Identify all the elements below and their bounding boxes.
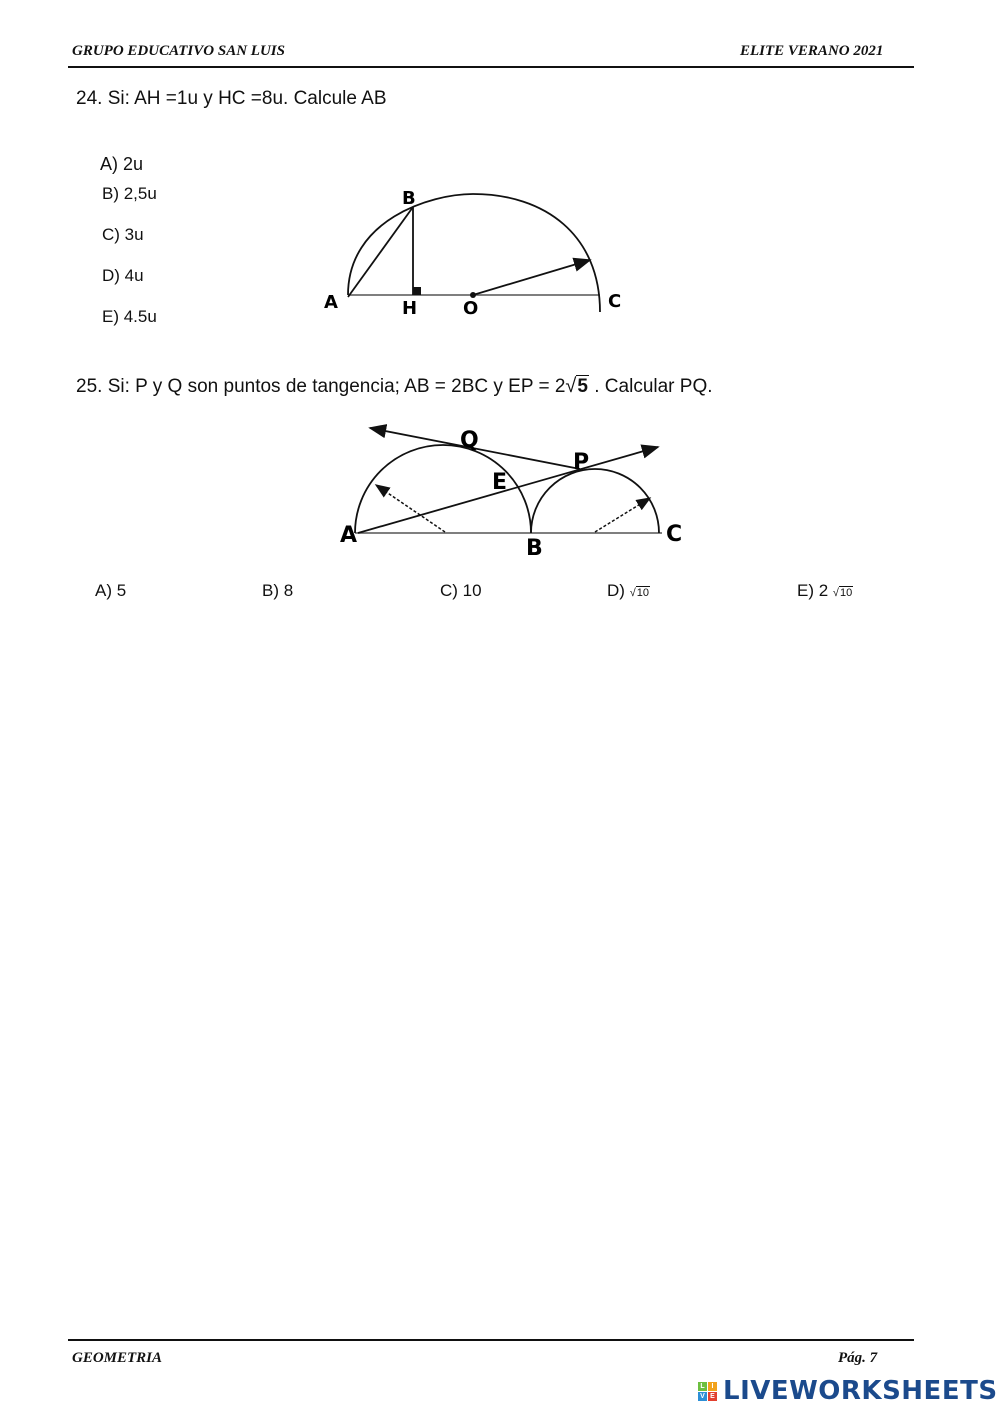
q25-option-b: B) 8 xyxy=(262,581,294,600)
q25-label-A: A xyxy=(340,523,358,548)
question-25-number: 25. xyxy=(76,376,103,397)
q24-option-d: D) 4u xyxy=(102,266,144,285)
q25-option-c: C) 10 xyxy=(440,581,482,600)
question-25-text-before: Si: P y Q son puntos de tangencia; AB = 2BC y EP = 2 xyxy=(107,376,566,397)
q25-option-d-root: 10 xyxy=(636,587,649,599)
question-25-text-after: . Calcular PQ. xyxy=(594,376,713,397)
q24-option-a: A) 2u xyxy=(100,154,144,174)
q25-option-d xyxy=(607,581,650,601)
q24-label-O: O xyxy=(463,298,479,319)
header-course-name: ELITE VERANO 2021 xyxy=(740,43,884,59)
q25-label-P: P xyxy=(573,450,590,475)
question-24 xyxy=(76,88,387,110)
q24-figure xyxy=(310,180,640,325)
liveworksheets-text: LIVEWORKSHEETS xyxy=(723,1376,998,1406)
liveworksheets-badge-icon: L I V E xyxy=(698,1382,717,1401)
question-25-sqrt: √5 xyxy=(565,375,588,397)
q24-label-A: A xyxy=(324,292,338,313)
q25-dashed-radius-small xyxy=(595,498,650,532)
question-24-text: Si: AH =1u y HC =8u. Calcule AB xyxy=(107,88,387,109)
question-24-number: 24. xyxy=(76,88,103,109)
liveworksheets-watermark xyxy=(698,1376,998,1406)
header-school-name: GRUPO EDUCATIVO SAN LUIS xyxy=(72,43,285,59)
q24-option-b: B) 2,5u xyxy=(102,184,157,203)
q25-label-E: E xyxy=(492,470,508,495)
header-rule xyxy=(68,66,914,68)
q24-label-B: B xyxy=(402,188,416,209)
q24-label-H: H xyxy=(402,298,418,319)
q24-label-C: C xyxy=(608,291,622,312)
footer-rule xyxy=(68,1339,914,1341)
q25-option-e-root: 10 xyxy=(839,587,853,599)
q25-option-a: A) 5 xyxy=(95,581,127,600)
q25-option-e xyxy=(797,581,853,601)
q25-option-e-prefix: E) 2 xyxy=(797,581,829,600)
question-25-sqrt-value: 5 xyxy=(577,376,588,397)
q24-radius-arrow xyxy=(473,260,590,295)
q25-option-e-sqrt: √10 xyxy=(832,587,853,599)
q25-label-B: B xyxy=(526,536,543,560)
q25-label-C: C xyxy=(666,522,683,547)
question-25 xyxy=(76,375,713,398)
q24-option-c: C) 3u xyxy=(102,225,144,244)
q25-label-Q: Q xyxy=(460,428,479,453)
q24-option-e: E) 4.5u xyxy=(102,307,157,326)
q25-option-d-sqrt: √10 xyxy=(629,587,649,599)
footer-subject: GEOMETRIA xyxy=(72,1350,163,1366)
footer-page-number: Pág. 7 xyxy=(838,1350,878,1366)
q24-right-angle-mark xyxy=(413,287,421,295)
q25-option-d-prefix: D) xyxy=(607,581,625,600)
q25-figure xyxy=(330,415,690,560)
